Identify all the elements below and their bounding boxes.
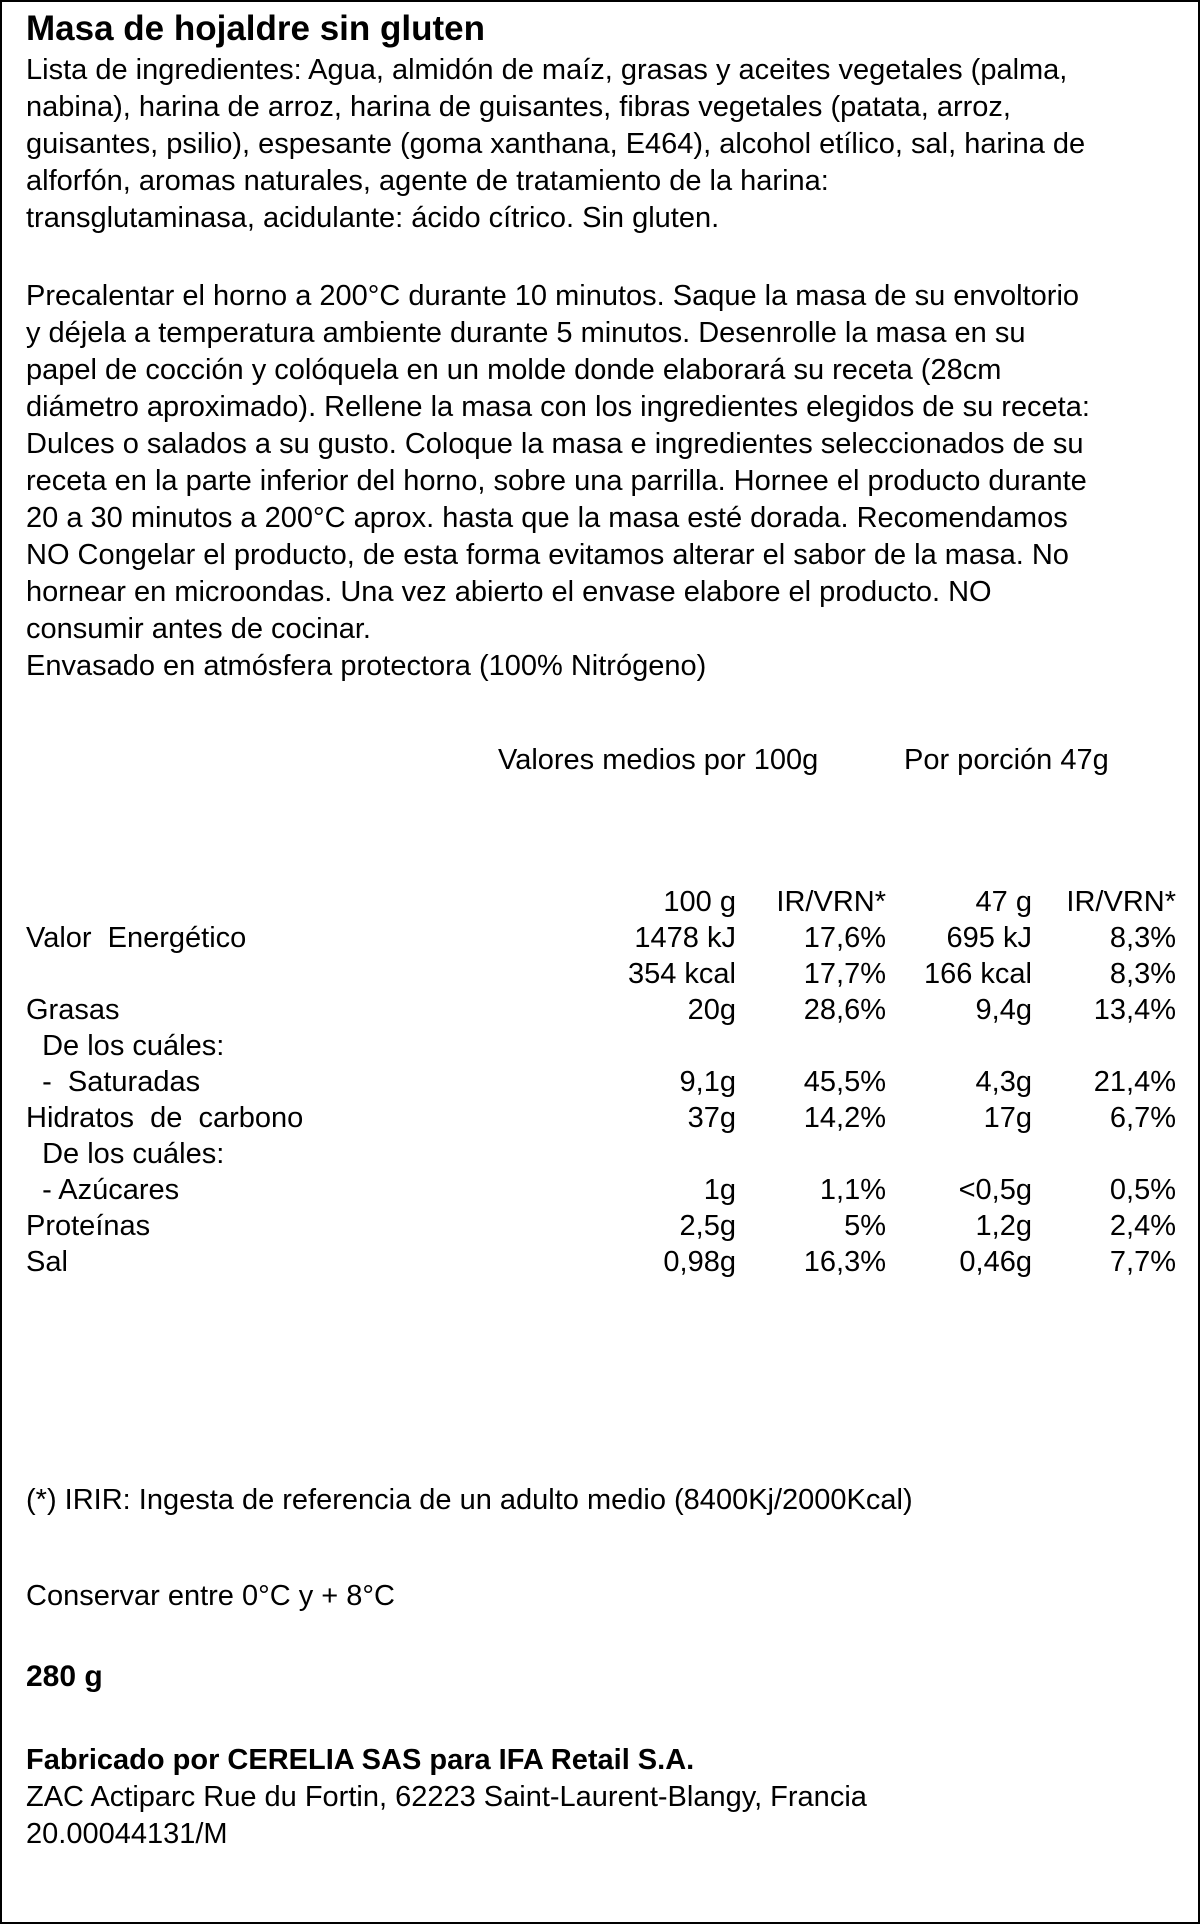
packaging-note: Envasado en atmósfera protectora (100% Nitrógeno) (26, 650, 707, 682)
manufacturer-code: 20.00044131/M (26, 1818, 228, 1850)
value-per-portion: 0,46g (959, 1246, 1032, 1278)
ir-per-100g: 17,6% (803, 922, 886, 954)
nutrition-row (26, 1208, 1176, 1244)
nutrition-row (26, 992, 1176, 1028)
nutrition-row (26, 1064, 1176, 1100)
manufacturer-address: ZAC Actiparc Rue du Fortin, 62223 Saint-Laurent-Blangy, Francia (26, 1781, 867, 1813)
value-per-100g: 2,5g (679, 1210, 736, 1242)
value-per-100g: 100 g (663, 886, 736, 918)
nutrition-row (26, 920, 1176, 956)
value-per-portion: 9,4g (975, 994, 1032, 1026)
nutrient-label: - Azúcares (26, 1174, 180, 1206)
preparation-line: Dulces o salados a su gusto. Coloque la masa e ingredientes seleccionados de su (26, 428, 1084, 460)
product-title: Masa de hojaldre sin gluten (26, 9, 485, 48)
preparation-line: 20 a 30 minutos a 200°C aprox. hasta que la masa esté dorada. Recomendamos (26, 502, 1068, 534)
nutrient-label: Grasas (26, 994, 120, 1026)
ir-per-100g: 16,3% (803, 1246, 886, 1278)
ir-per-portion: 21,4% (1093, 1066, 1176, 1098)
preparation-line: receta en la parte inferior del horno, sobre una parrilla. Hornee el producto durante (26, 465, 1087, 497)
nutrition-row (26, 1244, 1176, 1280)
nutrition-row (26, 1100, 1176, 1136)
value-per-portion: 166 kcal (923, 958, 1032, 990)
manufacturer-info (26, 1742, 1174, 1853)
ingredients-line: nabina), harina de arroz, harina de guisantes, fibras vegetales (patata, arroz, (26, 91, 1011, 123)
header-per-100g: Valores medios por 100g (498, 744, 819, 776)
header-per-portion: Por porción 47g (904, 744, 1109, 776)
ir-per-portion: 8,3% (1109, 958, 1176, 990)
preparation-line: consumir antes de cocinar. (26, 613, 371, 645)
nutrient-label: Proteínas (26, 1210, 151, 1242)
reference-intake-footnote: (*) IRIR: Ingesta de referencia de un adulto medio (8400Kj/2000Kcal) (26, 1484, 913, 1516)
ir-per-100g: 45,5% (803, 1066, 886, 1098)
nutrient-label: Sal (26, 1246, 68, 1278)
ingredients-line: transglutaminasa, acidulante: ácido cítrico. Sin gluten. (26, 202, 720, 234)
preparation-line: Precalentar el horno a 200°C durante 10 minutos. Saque la masa de su envoltorio (26, 280, 1080, 312)
value-per-portion: 4,3g (975, 1066, 1032, 1098)
ir-per-portion: 6,7% (1109, 1102, 1176, 1134)
value-per-100g: 1478 kJ (634, 922, 736, 954)
ir-per-100g: 28,6% (803, 994, 886, 1026)
manufacturer-name: Fabricado por CERELIA SAS para IFA Retail S.A. (26, 1744, 695, 1776)
ir-per-100g: IR/VRN* (776, 886, 886, 918)
preparation-line: hornear en microondas. Una vez abierto el envase elabore el producto. NO (26, 576, 992, 608)
ir-per-portion: 13,4% (1093, 994, 1176, 1026)
ir-per-portion: IR/VRN* (1066, 886, 1176, 918)
ir-per-100g: 1,1% (819, 1174, 886, 1206)
storage-instructions: Conservar entre 0°C y + 8°C (26, 1580, 395, 1612)
nutrient-label: Valor Energético (26, 922, 247, 954)
value-per-portion: <0,5g (958, 1174, 1032, 1206)
ir-per-100g: 5% (844, 1210, 886, 1242)
value-per-100g: 37g (687, 1102, 736, 1134)
value-per-portion: 17g (983, 1102, 1032, 1134)
value-per-portion: 47 g (975, 886, 1032, 918)
value-per-100g: 1g (703, 1174, 736, 1206)
value-per-portion: 1,2g (975, 1210, 1032, 1242)
nutrition-row (26, 1136, 1176, 1172)
value-per-100g: 9,1g (679, 1066, 736, 1098)
preparation-line: NO Congelar el producto, de esta forma evitamos alterar el sabor de la masa. No (26, 539, 1069, 571)
value-per-100g: 354 kcal (627, 958, 736, 990)
nutrition-header-row (26, 884, 1176, 920)
preparation-line: y déjela a temperatura ambiente durante 5 minutos. Desenrolle la masa en su (26, 317, 1026, 349)
ingredients-line: guisantes, psilio), espesante (goma xanthana, E464), alcohol etílico, sal, harina de (26, 128, 1086, 160)
ir-per-portion: 7,7% (1109, 1246, 1176, 1278)
nutrient-label: - Saturadas (26, 1066, 201, 1098)
nutrition-row (26, 1172, 1176, 1208)
ir-per-portion: 8,3% (1109, 922, 1176, 954)
ir-per-100g: 14,2% (803, 1102, 886, 1134)
ingredients-line: alforfón, aromas naturales, agente de tratamiento de la harina: (26, 165, 829, 197)
nutrient-label: De los cuáles: (26, 1138, 225, 1170)
nutrition-table (26, 884, 1176, 1280)
nutrition-row (26, 956, 1176, 992)
preparation-line: diámetro aproximado). Rellene la masa con los ingredientes elegidos de su receta: (26, 391, 1090, 423)
ir-per-100g: 17,7% (803, 958, 886, 990)
ingredients-list (26, 52, 1174, 237)
nutrient-label: De los cuáles: (26, 1030, 225, 1062)
preparation-instructions (26, 278, 1174, 648)
value-per-100g: 0,98g (663, 1246, 736, 1278)
ingredients-line: Lista de ingredientes: Agua, almidón de maíz, grasas y aceites vegetales (palma, (26, 54, 1068, 86)
ir-per-portion: 0,5% (1109, 1174, 1176, 1206)
nutrient-label: Hidratos de carbono (26, 1102, 304, 1134)
nutrition-row (26, 1028, 1176, 1064)
ir-per-portion: 2,4% (1109, 1210, 1176, 1242)
value-per-portion: 695 kJ (946, 922, 1032, 954)
net-weight: 280 g (26, 1660, 103, 1693)
value-per-100g: 20g (687, 994, 736, 1026)
preparation-line: papel de cocción y colóquela en un molde donde elaborará su receta (28cm (26, 354, 1002, 386)
